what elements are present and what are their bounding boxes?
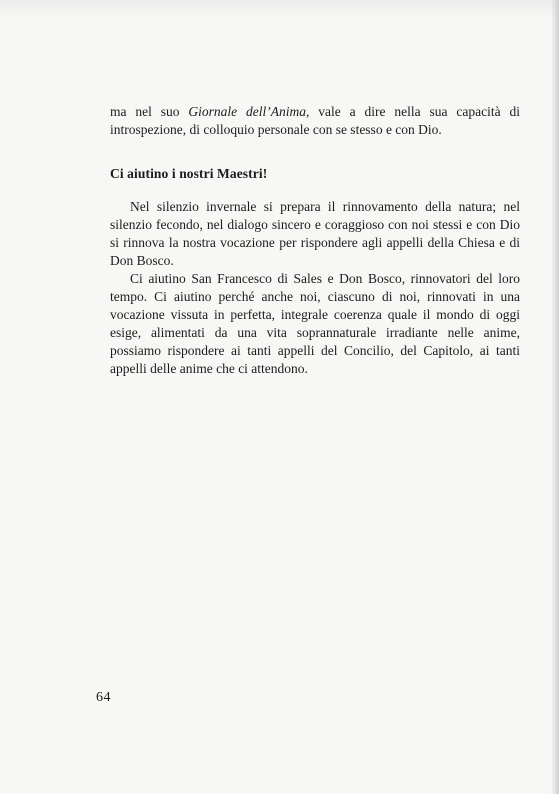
section-heading: Ci aiutino i nostri Maestri! bbox=[110, 166, 268, 181]
journal-title: Giornale dell’Anima, bbox=[188, 104, 310, 119]
body-paragraph-2: Ci aiutino San Francesco di Sales e Don Bosco, rinnovatori del loro tempo. Ci aiutino perché anche noi, ciascuno di noi, rinnovati in una vocazione vissuta in perfetta, integrale coerenza quale il mondo di oggi esige, alimentati da una vita soprannaturale irradiante nelle anime, possiamo rispondere ai tanti appelli del Concilio, del Capitolo, ai tanti appelli delle anime che ci attendono. bbox=[110, 271, 520, 376]
intro-paragraph bbox=[110, 103, 520, 139]
intro-text-before: ma nel suo bbox=[110, 104, 189, 119]
scan-shadow-top bbox=[0, 0, 559, 20]
intro-text-after: vale a dire nella sua capacità di introspezione, di colloquio personale con se stesso e con Dio. bbox=[110, 104, 520, 137]
body-paragraph-1: Nel silenzio invernale si prepara il rinnovamento della natura; nel silenzio fecondo, nel dialogo sincero e coraggioso con noi stessi e con Dio si rinnova la nostra vocazione per rispondere agli appelli della Chiesa e di Don Bosco. bbox=[110, 199, 520, 268]
text-block bbox=[110, 103, 520, 378]
page-number: 64 bbox=[96, 690, 111, 705]
scan-shadow-right bbox=[551, 0, 559, 794]
